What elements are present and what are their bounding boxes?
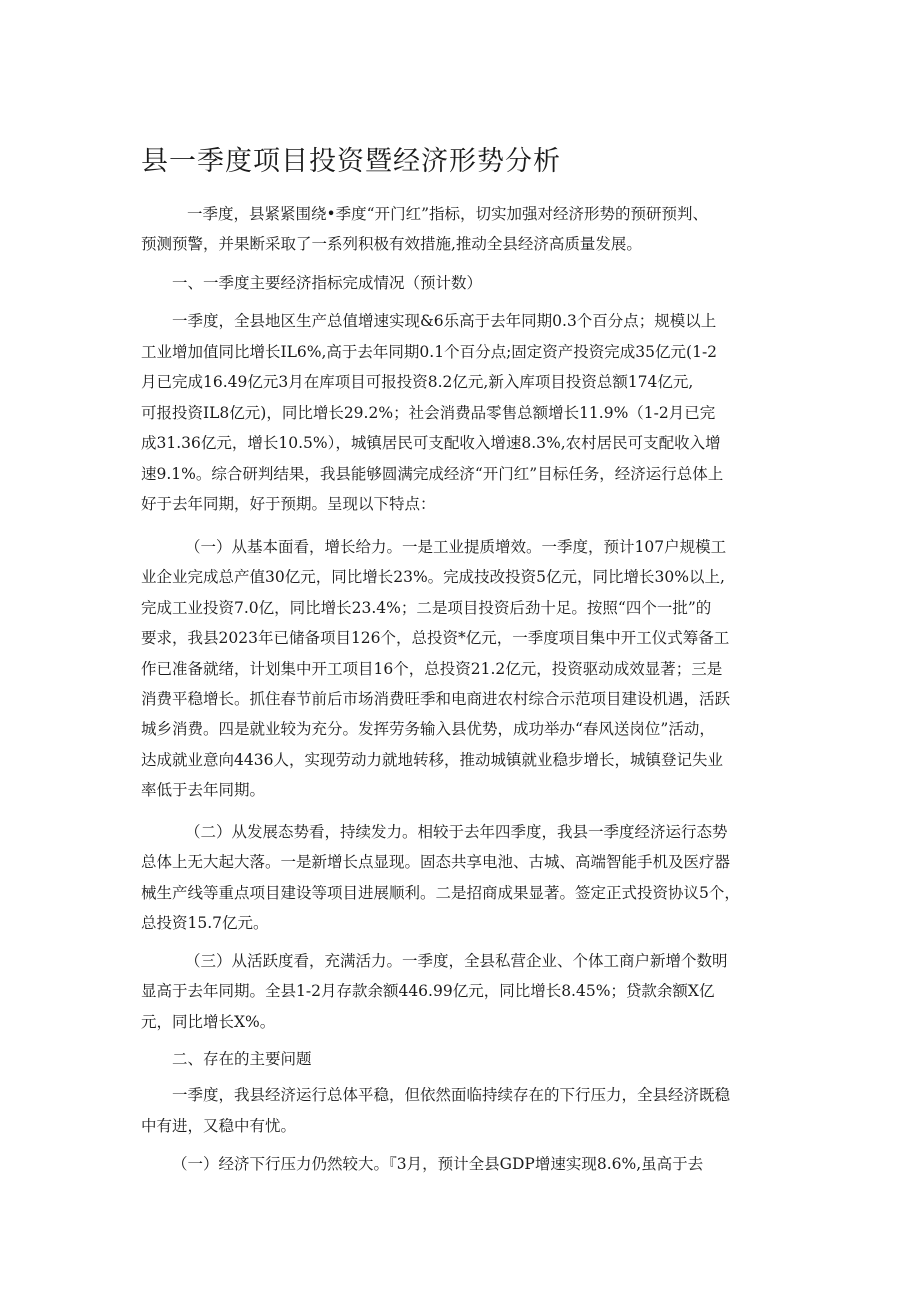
point3-paragraph bbox=[141, 946, 781, 1037]
body-line: 速9.1%。综合研判结果，我县能够圆满完成经济“开门红”目标任务，经济运行总体上 bbox=[141, 464, 724, 483]
body-line: 工业增加值同比增长IL6%,高于去年同期0.1个百分点;固定资产投资完成35亿元(1-2 bbox=[141, 342, 718, 361]
body-line: 月已完成16.49亿元3月在库项目可报投资8.2亿元,新入库项目投资总额174亿元, bbox=[141, 373, 694, 391]
intro-line: 预测预警，并果断采取了一系列积极有效措施,推动全县经济高质量发展。 bbox=[141, 235, 642, 253]
point1-paragraph bbox=[141, 532, 781, 806]
body-line: 可报投资IL8亿元)，同比增长29.2%；社会消费品零售总额增长11.9%（1-2月已完 bbox=[141, 403, 716, 422]
section-heading-1 bbox=[141, 268, 781, 298]
body-line: 作已准备就绪，计划集中开工项目16个，总投资21.2亿元，投资驱动成效显著；三是 bbox=[141, 659, 723, 678]
body-line: 完成工业投资7.0亿，同比增长23.4%；二是项目投资后劲十足。按照“四个一批”的 bbox=[141, 598, 712, 617]
body-line: （三）从活跃度看，充满活力。一季度，全县私营企业、个体工商户新增个数明 bbox=[185, 952, 728, 970]
section-heading-2 bbox=[141, 1044, 781, 1074]
body-line: 元，同比增长X%。 bbox=[141, 1012, 276, 1031]
body-line: 要求，我县2023年已储备项目126个，总投资*亿元，一季度项目集中开工仪式筹备工 bbox=[141, 629, 730, 648]
intro-line: 一季度，县紧紧围绕•季度“开门红”指标，切实加强对经济形势的预研预判、 bbox=[187, 205, 708, 223]
document-title: 县一季度项目投资暨经济形势分析 bbox=[141, 146, 561, 177]
body-line: 达成就业意向4436人，实现劳动力就地转移，推动城镇就业稳步增长，城镇登记失业 bbox=[141, 750, 723, 769]
section-heading-text: 一、一季度主要经济指标完成情况（预计数） bbox=[172, 274, 483, 292]
section1-paragraph bbox=[141, 306, 781, 520]
body-line: 械生产线等重点项目建设等项目进展顺利。二是招商成果显著。签定正式投资协议5个， bbox=[141, 883, 740, 902]
body-line: （一）从基本面看，增长给力。一是工业提质增效。一季度，预计107户规模工 bbox=[185, 538, 727, 556]
body-line: 业企业完成总产值30亿元，同比增长23%。完成技改投资5亿元，同比增长30%以上, bbox=[141, 568, 725, 587]
body-line: （二）从发展态势看，持续发力。相较于去年四季度，我县一季度经济运行态势 bbox=[185, 823, 728, 841]
point4-paragraph bbox=[141, 1149, 781, 1179]
body-line: 好于去年同期，好于预期。呈现以下特点： bbox=[141, 495, 436, 513]
body-line: 中有进，又稳中有忧。 bbox=[141, 1116, 297, 1135]
intro-paragraph bbox=[141, 199, 781, 259]
body-line: 显高于去年同期。全县1-2月存款余额446.99亿元，同比增长8.45%；贷款余额X亿 bbox=[141, 982, 715, 1001]
body-line: 成31.36亿元，增长10.5%），城镇居民可支配收入增速8.3%,农村居民可支配收入增 bbox=[141, 434, 721, 452]
body-line: （一）经济下行压力仍然较大。『3月，预计全县GDP增速实现8.6%,虽高于去 bbox=[172, 1155, 704, 1173]
body-line: 一季度，全县地区生产总值增速实现&6乐高于去年同期0.3个百分点；规模以上 bbox=[172, 312, 717, 330]
body-line: 城乡消费。四是就业较为充分。发挥劳务输入县优势，成功举办“春风送岗位”活动， bbox=[141, 720, 715, 739]
section-heading-text: 二、存在的主要问题 bbox=[172, 1050, 312, 1068]
body-line: 一季度，我县经济运行总体平稳，但依然面临持续存在的下行压力，全县经济既稳 bbox=[172, 1086, 731, 1104]
body-line: 总体上无大起大落。一是新增长点显现。固态共享电池、古城、高端智能手机及医疗器 bbox=[141, 853, 731, 872]
section2-paragraph bbox=[141, 1080, 781, 1141]
point2-paragraph bbox=[141, 817, 781, 939]
body-line: 总投资15.7亿元。 bbox=[141, 914, 269, 933]
body-line: 率低于去年同期。 bbox=[141, 781, 266, 800]
body-line: 消费平稳增长。抓住春节前后市场消费旺季和电商进农村综合示范项目建设机遇，活跃 bbox=[141, 690, 731, 709]
